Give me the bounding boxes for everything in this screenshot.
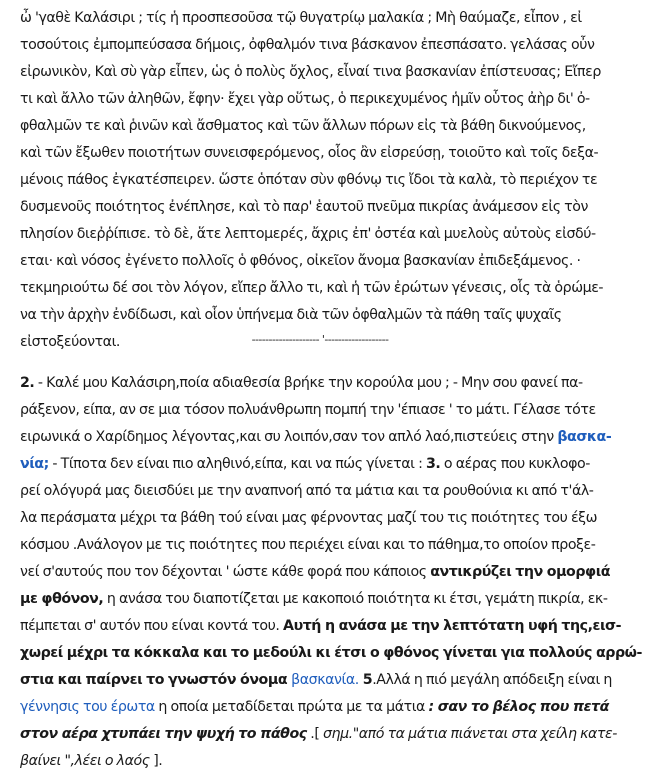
- bold-text: αντικρύζει την ομορφιά: [430, 564, 611, 580]
- italic-note: σημ."από τα μάτια πιάνεται στα χείλη κατε-: [322, 726, 617, 742]
- section-number: 2.: [20, 375, 35, 391]
- modern-greek-paragraph: [20, 370, 644, 775]
- text-line: ράξενον, είπα, αν σε μια τόσον πολυάνθρωπη πομπή την 'έπιασε ' το μάτι. Γέλασε τότε: [20, 402, 596, 418]
- text-line: [20, 694, 644, 721]
- line-text: η ανάσα του διαποτίζεται με κακοποιό ποιότητα κι έτσι, γεμάτη πικρία, εκ-: [103, 591, 608, 607]
- line-text: πέμπεται σ' αυτόν που είναι κοντά του.: [20, 618, 284, 634]
- vaskania-link[interactable]: βασκα-: [557, 429, 612, 445]
- text-line: ὦ 'γαθὲ Καλάσιρι ; τίς ἡ προσπεσοῦσα τῷ θυγατρίῳ μαλακία ; Μὴ θαύμαζε, εἶπον , εἰ: [20, 10, 582, 26]
- section-number: 3.: [425, 456, 441, 472]
- text-line: [20, 451, 644, 478]
- line-text: νεί σ'αυτούς που τον δέχονται ' ώστε κάθε φορά που κάποιος: [20, 564, 431, 580]
- line-text: - Τίποτα δεν είναι πιο αληθινό,είπα, και να πώς γίνεται :: [48, 456, 426, 472]
- text-line: πλησίον διεῤῥίπισε. τὸ δὲ, ἅτε λεπτομερές, ἄχρις ἐπ' ὀστέα καὶ μυελοὺς αὐτοὺς εἰσδύ-: [20, 226, 596, 242]
- text-line: φθαλμῶν τε καὶ ῥινῶν καὶ ἄσθματος καὶ τῶν ἄλλων πόρων εἰς τὰ βάθη δικνούμενος,: [20, 118, 586, 134]
- text-line: εται· καὶ νόσος ἐγένετο πολλοῖς ὁ φθόνος, οἰκεῖον ἄνομα βασκανίαν ἐπιδεξάμενος. ·: [20, 253, 581, 269]
- italic-note: βαίνει ",λέει ο λαός: [20, 753, 150, 769]
- text-line: τι καὶ ἄλλο τῶν ἀληθῶν, ἔφην· ἔχει γὰρ οὕτως, ὁ περικεχυμένος ἡμῖν οὗτος ἀὴρ δι' ὀ-: [20, 91, 590, 107]
- text-line: τεκμηριούτω δέ σοι τὸν λόγον, εἴπερ ἄλλο τι, καὶ ἡ τῶν ἐρώτων γένεσις, οἷς τὰ ὁρώμε-: [20, 280, 604, 296]
- line-text: ].: [149, 753, 163, 769]
- line-text: ο αέρας που κυκλοφο-: [440, 456, 590, 472]
- section-number: 5: [358, 672, 373, 688]
- ancient-greek-paragraph: [20, 5, 644, 356]
- bold-text: στια και παίρνει το γνωστόν όνομα: [20, 672, 292, 688]
- text-line: [20, 370, 644, 397]
- text-line: δυσμενοῦς ποιότητος ἐνέπλησε, καὶ τὸ παρ' ἑαυτοῦ πνεῦμα πικρίας ἀνάμεσον εἰς τὸν: [20, 199, 588, 215]
- text-line: ρεί ολόγυρά μας διεισδύει με την αναπνοή από τα μάτια και τα ρουθούνια κι από τ'άλ-: [20, 483, 594, 499]
- text-line: εἰστοξεύονται.: [20, 334, 120, 350]
- divider-text: -------------------- '-------------------: [251, 333, 389, 346]
- bold-text: με φθόνον,: [20, 591, 104, 607]
- text-line: [20, 721, 644, 748]
- line-text: η οποία μεταδίδεται πρώτα με τα μάτια: [154, 699, 429, 715]
- vaskania-link-continued[interactable]: νία;: [20, 456, 49, 472]
- text-line: τοσούτοις ἐμπομπεύσασα δήμοις, ὀφθαλμόν τινα βάσκανον ἐπεσπάσατο. γελάσας οὖν: [20, 37, 595, 53]
- bold-text: Αυτή η ανάσα με την λεπτότατη υφή της,εισ-: [283, 618, 622, 634]
- line-text: .[: [306, 726, 323, 742]
- text-line: [20, 667, 644, 694]
- text-line: [20, 640, 644, 667]
- bold-italic-text: στον αέρα χτυπάει την ψυχή το πάθος: [20, 726, 307, 742]
- text-line: λα περάσματα μέχρι τα βάθη τού είναι μας φέρνοντας μαζί του τις ποιότητες του έξω: [20, 510, 598, 526]
- vaskania-link[interactable]: βασκανία.: [291, 672, 359, 688]
- text-line: [20, 586, 644, 613]
- text-line: [20, 613, 644, 640]
- text-line: καὶ τῶν ἔξωθεν ποιοτήτων συνεισφερόμενος, οἷος ἂν εἰσρεύσῃ, τοιοῦτο καὶ τοῖς δεξα-: [20, 145, 599, 161]
- bold-text: χωρεί μέχρι τα κόκκαλα και το μεδούλι κι έτσι ο φθόνος γίνεται για πολλούς αρρώ-: [20, 645, 642, 661]
- text-line: [20, 424, 644, 451]
- text-line: [20, 748, 644, 775]
- bold-italic-text: : σαν το βέλος που πετά: [428, 699, 609, 715]
- text-line: [20, 559, 644, 586]
- text-line: κόσμου .Ανάλογον με τις ποιότητες που περιέχει είναι και το πάθημα,το οποίον προξε-: [20, 537, 596, 553]
- love-genesis-link[interactable]: γέννησις του έρωτα: [20, 699, 155, 715]
- line-text: .Αλλά η πιό μεγάλη απόδειξη είναι η: [372, 672, 612, 688]
- text-line: να τὴν ἀρχὴν ἐνδίδωσι, καὶ οἷον ὑπήνεμα διὰ τῶν ὀφθαλμῶν τὰ πάθη ταῖς ψυχαῖς: [20, 307, 562, 323]
- line-text: ειρωνικά ο Χαρίδημος λέγοντας,και συ λοιπόν,σαν τον απλό λαό,πιστεύεις στην: [20, 429, 558, 445]
- text-line: εἰρωνικὸν, Καὶ σὺ γὰρ εἶπεν, ὡς ὁ πολὺς ὄχλος, εἶναί τινα βασκανίαν ἐπίστευσας; Εἴπερ: [20, 64, 601, 80]
- section-divider: [0, 333, 656, 346]
- line-text: - Καλέ μου Καλάσιρη,ποία αδιαθεσία βρήκε την κορούλα μου ; - Μην σου φανεί πα-: [34, 375, 583, 391]
- text-line: μένοις πάθος ἐγκατέσπειρεν. ὥστε ὁπόταν σὺν φθόνῳ τις ἴδοι τὰ καλὰ, τὸ περιέχον τε: [20, 172, 598, 188]
